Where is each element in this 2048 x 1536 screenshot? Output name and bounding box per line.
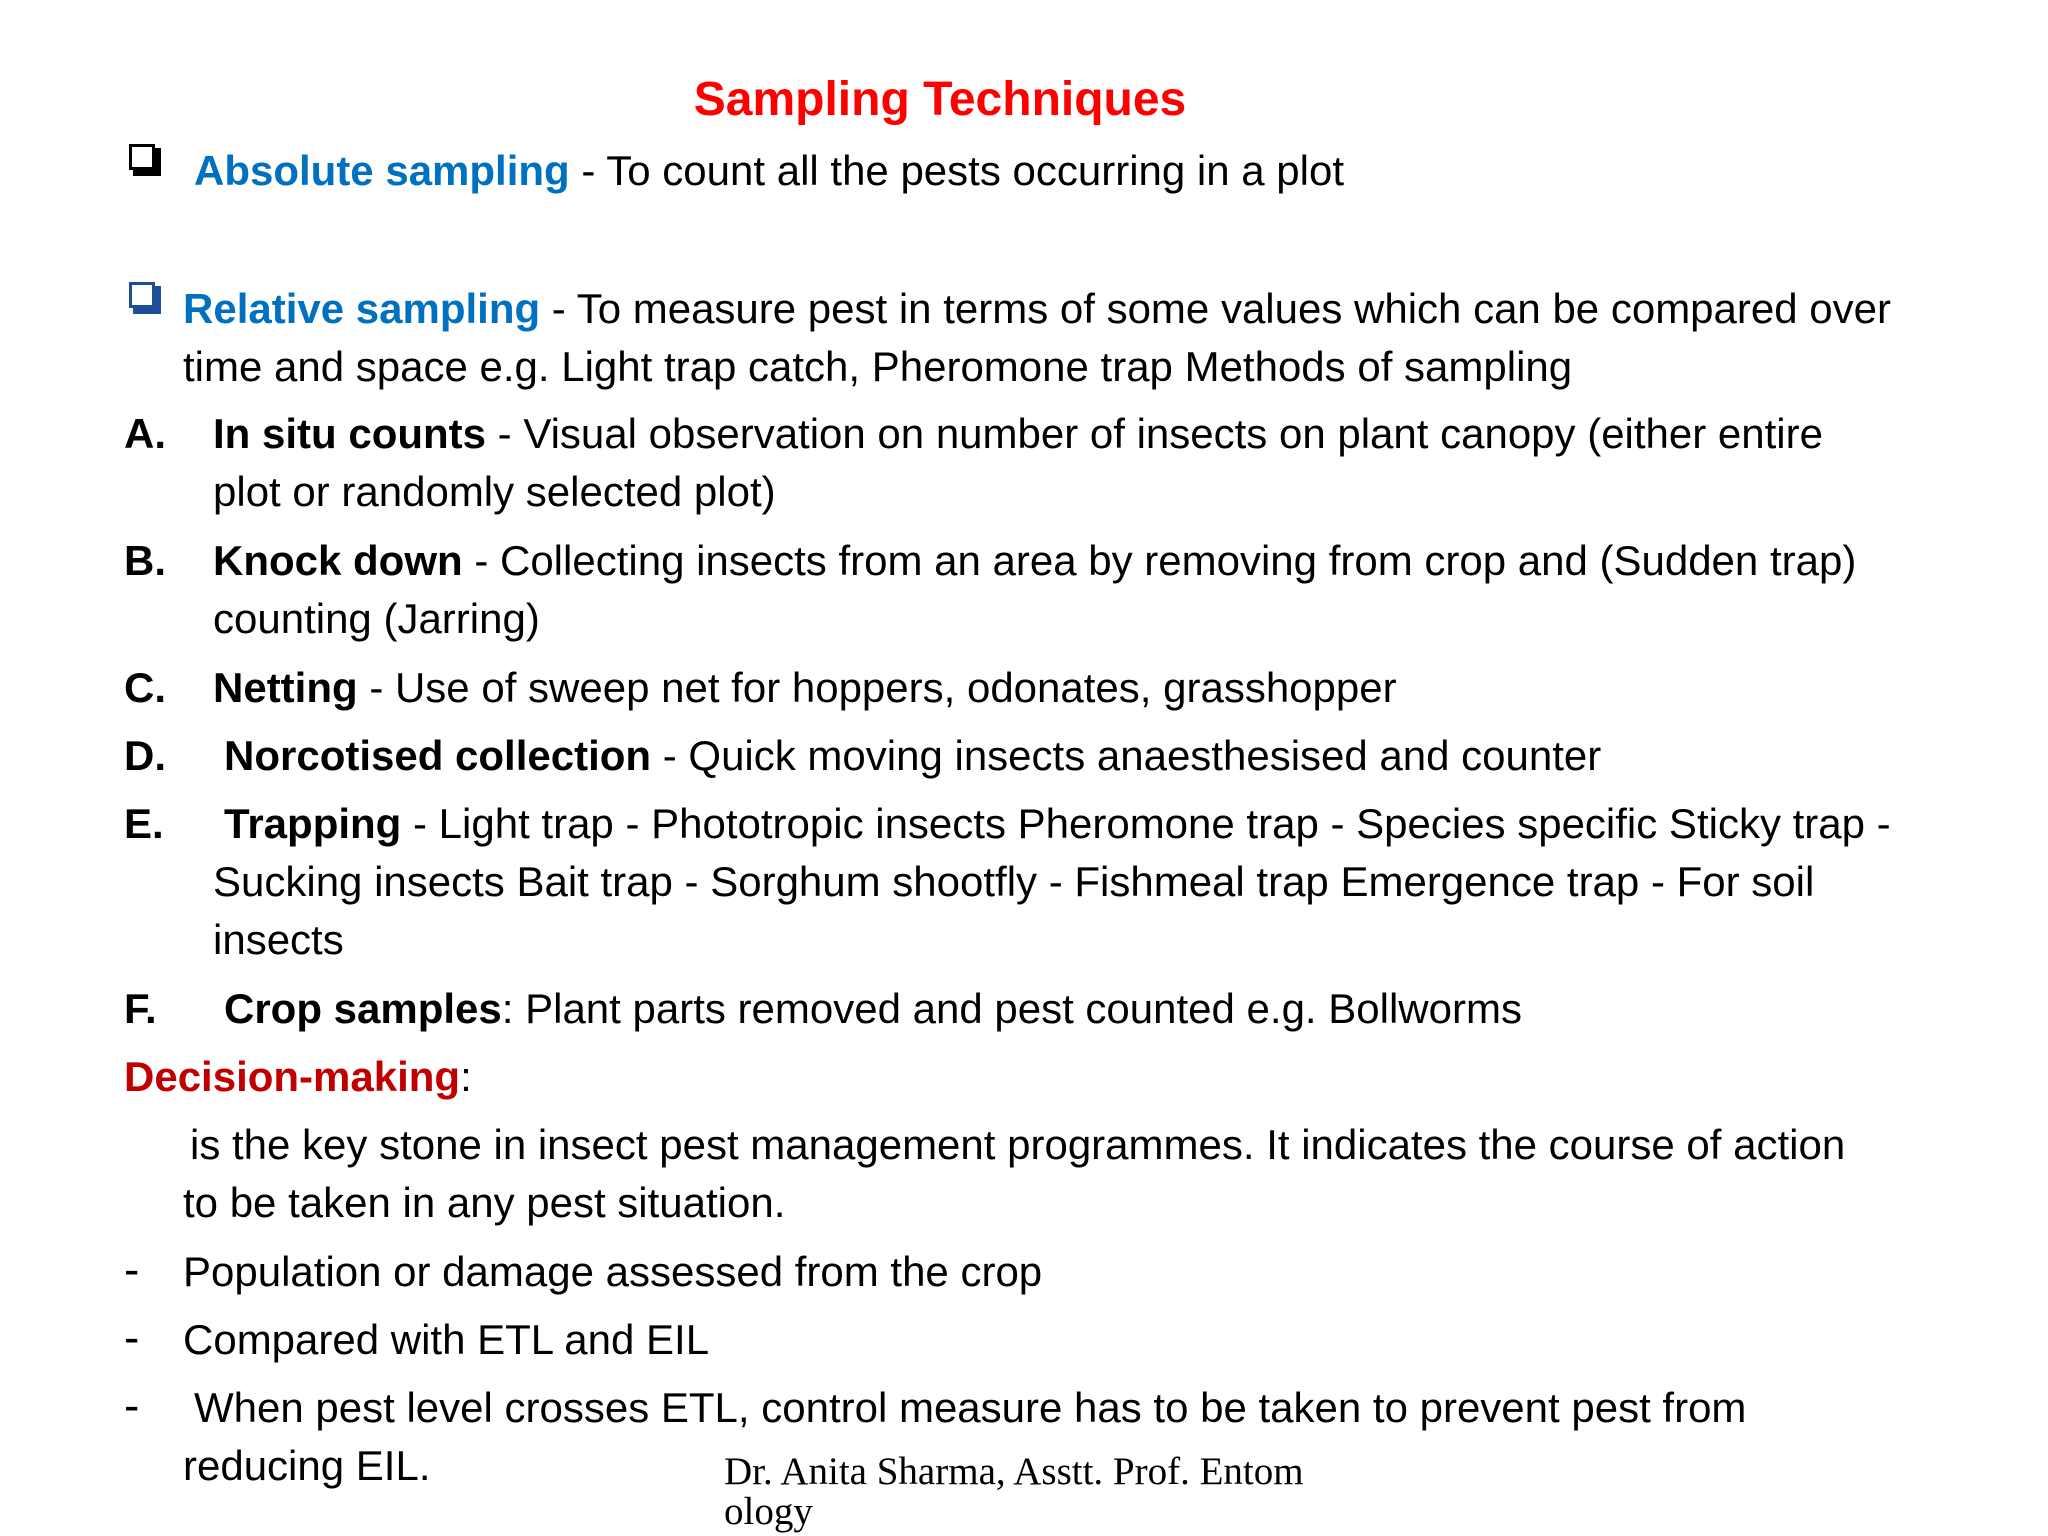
- method-desc: - Quick moving insects anaesthesised and counter: [651, 732, 1602, 779]
- absolute-sampling-desc: - To count all the pests occurring in a plot: [569, 147, 1345, 194]
- list-marker: E.: [124, 800, 164, 847]
- absolute-sampling-term: Absolute sampling: [194, 147, 570, 194]
- method-desc: : Plant parts removed and pest counted e.g. Bollworms: [501, 985, 1522, 1032]
- decision-intro-cont: to be taken in any pest situation.: [183, 1179, 786, 1226]
- footer-line: ology: [724, 1490, 813, 1533]
- decision-heading-text: Decision-making: [124, 1053, 461, 1100]
- dash-bullet: -: [124, 1243, 140, 1295]
- checkbox-bullet-icon: [129, 282, 155, 308]
- footer-credit: [724, 1452, 1344, 1532]
- checkbox-bullet-icon: [129, 144, 155, 170]
- method-desc-cont: plot or randomly selected plot): [213, 468, 776, 515]
- list-marker: F.: [124, 985, 157, 1032]
- method-item: [224, 980, 1522, 1038]
- relative-sampling-item: [183, 280, 1891, 338]
- method-desc: - Visual observation on number of insects on plant canopy (either entire: [486, 410, 1823, 457]
- method-desc: - Collecting insects from an area by removing from crop and (Sudden trap): [462, 537, 1857, 584]
- decision-intro: is the key stone in insect pest management programmes. It indicates the course of action: [190, 1121, 1846, 1168]
- dash-bullet: -: [124, 1311, 140, 1363]
- relative-sampling-term: Relative sampling: [183, 285, 541, 332]
- decision-heading: [124, 1048, 472, 1106]
- footer-line: Dr. Anita Sharma, Asstt. Prof. Entom: [724, 1450, 1304, 1493]
- method-item: [224, 727, 1601, 785]
- slide-title: Sampling Techniques: [693, 73, 1187, 126]
- relative-sampling-desc-cont: time and space e.g. Light trap catch, Pheromone trap Methods of sampling: [183, 343, 1573, 390]
- list-marker: D.: [124, 732, 166, 779]
- method-item: [213, 659, 1397, 717]
- decision-heading-colon: :: [460, 1053, 472, 1100]
- list-marker: C.: [124, 664, 166, 711]
- method-term: Crop samples: [224, 985, 502, 1032]
- method-desc-cont: Sucking insects Bait trap - Sorghum shootfly - Fishmeal trap Emergence trap - For soil: [213, 858, 1815, 905]
- list-marker: A.: [124, 410, 166, 457]
- method-item: [224, 795, 1891, 853]
- decision-point: Compared with ETL and EIL: [183, 1316, 710, 1363]
- list-marker: B.: [124, 537, 166, 584]
- decision-point: Population or damage assessed from the crop: [183, 1248, 1043, 1295]
- dash-bullet: -: [124, 1379, 140, 1431]
- method-term: In situ counts: [213, 410, 486, 457]
- method-term: Norcotised collection: [224, 732, 652, 779]
- method-desc: - Use of sweep net for hoppers, odonates, grasshopper: [357, 664, 1397, 711]
- decision-point-cont: reducing EIL.: [183, 1442, 431, 1489]
- method-item: [213, 532, 1856, 590]
- relative-sampling-desc: - To measure pest in terms of some values which can be compared over: [540, 285, 1891, 332]
- method-term: Netting: [213, 664, 358, 711]
- decision-point: When pest level crosses ETL, control measure has to be taken to prevent pest from: [194, 1384, 1747, 1431]
- method-term: Trapping: [224, 800, 402, 847]
- method-desc-cont: counting (Jarring): [213, 595, 540, 642]
- absolute-sampling-item: [194, 142, 1344, 200]
- method-desc: - Light trap - Phototropic insects Pheromone trap - Species specific Sticky trap -: [401, 800, 1891, 847]
- method-term: Knock down: [213, 537, 463, 584]
- method-item: [213, 405, 1823, 463]
- method-desc-cont: insects: [213, 916, 344, 963]
